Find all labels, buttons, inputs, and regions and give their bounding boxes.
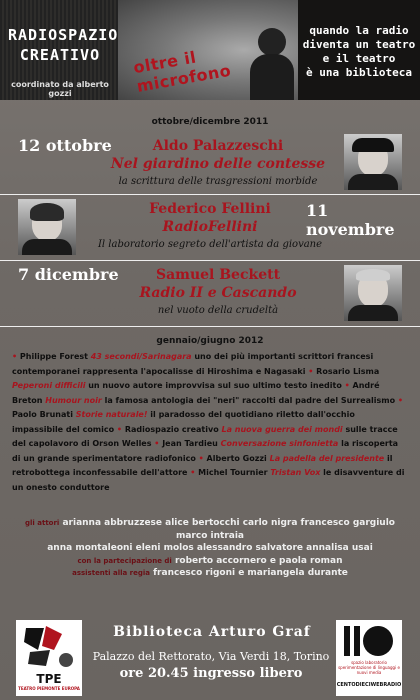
program-text: Philippe Forest bbox=[19, 352, 91, 361]
coordinator-text: coordinato da alberto gozzi bbox=[11, 80, 109, 98]
event-beckett bbox=[0, 263, 420, 325]
event-title: Nel giardino delle contesse bbox=[110, 156, 326, 172]
palazzeschi-portrait bbox=[344, 134, 402, 190]
actors-label: gli attori bbox=[25, 519, 60, 527]
program-title: Conversazione sinfonietta bbox=[220, 439, 339, 448]
portrait-hair bbox=[30, 203, 64, 221]
brand-title-line1: RADIOSPAZIO bbox=[8, 26, 119, 44]
event-author: Aldo Palazzeschi bbox=[152, 138, 284, 154]
actors-names: arianna abbruzzese alice bertocchi carlo nigra francesco gargiulo marco intraia bbox=[62, 518, 395, 541]
actors-line-1 bbox=[10, 517, 410, 542]
event-palazzeschi bbox=[0, 132, 420, 194]
event-title: RadioFellini bbox=[162, 219, 258, 235]
event-fellini bbox=[0, 197, 420, 259]
tpe-logo bbox=[16, 620, 82, 696]
program-text: il paradosso del quotidiano riletto dall'occhio impassibile del comico bbox=[12, 410, 355, 434]
program-text: il retrobottega inconfessabile dell'attore bbox=[12, 453, 393, 477]
tpe-logo-subtext: TEATRO PIEMONTE EUROPA bbox=[18, 686, 80, 691]
event-description: la scrittura delle trasgressioni morbide bbox=[118, 176, 318, 187]
divider bbox=[0, 326, 420, 327]
bullet-icon: • bbox=[190, 468, 199, 477]
collab-names: roberto accornero e paola roman bbox=[174, 555, 343, 566]
tagline bbox=[300, 24, 418, 80]
fellini-portrait bbox=[18, 199, 76, 255]
portrait-hat bbox=[352, 138, 394, 152]
bullet-icon: • bbox=[308, 366, 317, 376]
portrait-coat bbox=[348, 174, 398, 190]
program-paragraph bbox=[12, 350, 406, 495]
program-title: Peperoni difficili bbox=[12, 381, 86, 390]
bullet-icon: • bbox=[198, 453, 207, 463]
period-heading-2011: ottobre/dicembre 2011 bbox=[151, 117, 269, 127]
program-title: La nuova guerra dei mondi bbox=[221, 424, 343, 434]
program-list bbox=[12, 350, 406, 495]
tagline-line: quando la radio bbox=[309, 24, 409, 37]
program-title: 43 secondi/Sarinagara bbox=[90, 352, 192, 361]
assist-line bbox=[10, 567, 410, 580]
credits bbox=[10, 517, 410, 580]
collab-label: con la partecipazione di bbox=[77, 556, 172, 565]
portrait-coat bbox=[22, 239, 72, 255]
library-address: Palazzo del Rettorato, Via Verdi 18, Torino bbox=[92, 650, 330, 663]
webradio-logo-text: CENTODIECIWEBRADIO bbox=[336, 682, 402, 688]
portrait-coat bbox=[348, 305, 398, 321]
program-title: Humour noir bbox=[45, 395, 102, 405]
program-title: Tristan Vox bbox=[270, 468, 321, 477]
event-time: ore 20.45 ingresso libero bbox=[119, 666, 303, 681]
assist-names: francesco rigoni e mariangela durante bbox=[153, 568, 348, 578]
program-text: André Breton bbox=[12, 381, 380, 405]
bullet-icon: • bbox=[12, 352, 20, 361]
header-photo bbox=[118, 0, 298, 100]
divider bbox=[0, 194, 420, 195]
bullet-icon: • bbox=[344, 381, 353, 390]
tagline-line: diventa un teatro bbox=[302, 38, 416, 51]
program-text: Alberto Gozzi bbox=[206, 453, 270, 463]
poster-footer bbox=[0, 612, 420, 700]
program-text: Radiospazio creativo bbox=[124, 424, 222, 434]
poster-header bbox=[0, 0, 420, 100]
program-text: Paolo Brunati bbox=[12, 410, 76, 419]
program-text: uno dei più importanti scrittori francesi contemporanei rappresenta l'apocalisse di Hiroshima e Nagasaki bbox=[12, 352, 374, 376]
assist-label: assistenti alla regia bbox=[72, 569, 150, 577]
program-text: la famosa antologia dei "neri" raccolti dal padre del Surrealismo bbox=[101, 395, 398, 405]
program-text: Rosario Lisma bbox=[316, 366, 380, 376]
series-title: oltre il microfono bbox=[131, 47, 233, 96]
beckett-portrait bbox=[344, 265, 402, 321]
event-description: nel vuoto della crudeltà bbox=[157, 305, 279, 316]
program-text: Michel Tournier bbox=[198, 468, 271, 477]
actors-line-2: anna montaleoni eleni molos alessandro salvatore annalisa usai bbox=[47, 543, 373, 553]
event-date: 7 dicembre bbox=[18, 265, 119, 284]
event-title: Radio II e Cascando bbox=[139, 285, 297, 301]
library-name: Biblioteca Arturo Graf bbox=[113, 624, 311, 640]
tpe-logo-text: TPE bbox=[36, 672, 62, 686]
bullet-icon: • bbox=[397, 395, 404, 405]
bullet-icon: • bbox=[154, 439, 163, 448]
tagline-line: è una biblioteca bbox=[306, 66, 412, 79]
event-date: 12 ottobre bbox=[18, 136, 112, 155]
event-date: 11 novembre bbox=[306, 201, 395, 239]
program-title: La padella del presidente bbox=[269, 453, 385, 463]
bullet-icon: • bbox=[116, 424, 125, 434]
tagline-line: e il teatro bbox=[322, 52, 396, 65]
event-author: Samuel Beckett bbox=[155, 267, 281, 283]
portrait-hair bbox=[356, 269, 390, 281]
divider bbox=[0, 260, 420, 261]
webradio-logo-subtext: spazio laboratorio sperimentazione di linguaggi e nuovi media bbox=[338, 660, 400, 675]
brand-title-line2: CREATIVO bbox=[19, 46, 101, 64]
program-text: le disavventure di un onesto conduttore bbox=[12, 468, 405, 492]
program-text: un nuovo autore improvvisa sul suo ultimo testo inedito bbox=[85, 381, 345, 390]
program-text: la riscoperta di un grande sperimentatore radiofonico bbox=[12, 439, 399, 463]
program-title: Storie naturale! bbox=[75, 410, 148, 419]
collab-line bbox=[10, 555, 410, 568]
event-description: Il laboratorio segreto dell'artista da giovane bbox=[97, 239, 323, 250]
webradio-logo bbox=[336, 620, 402, 696]
program-text: sulle tracce del capolavoro di Orson Welles bbox=[12, 424, 398, 448]
period-heading-2012: gennaio/giugno 2012 bbox=[156, 336, 264, 346]
event-author: Federico Fellini bbox=[149, 201, 271, 217]
program-text: Jean Tardieu bbox=[162, 439, 221, 448]
